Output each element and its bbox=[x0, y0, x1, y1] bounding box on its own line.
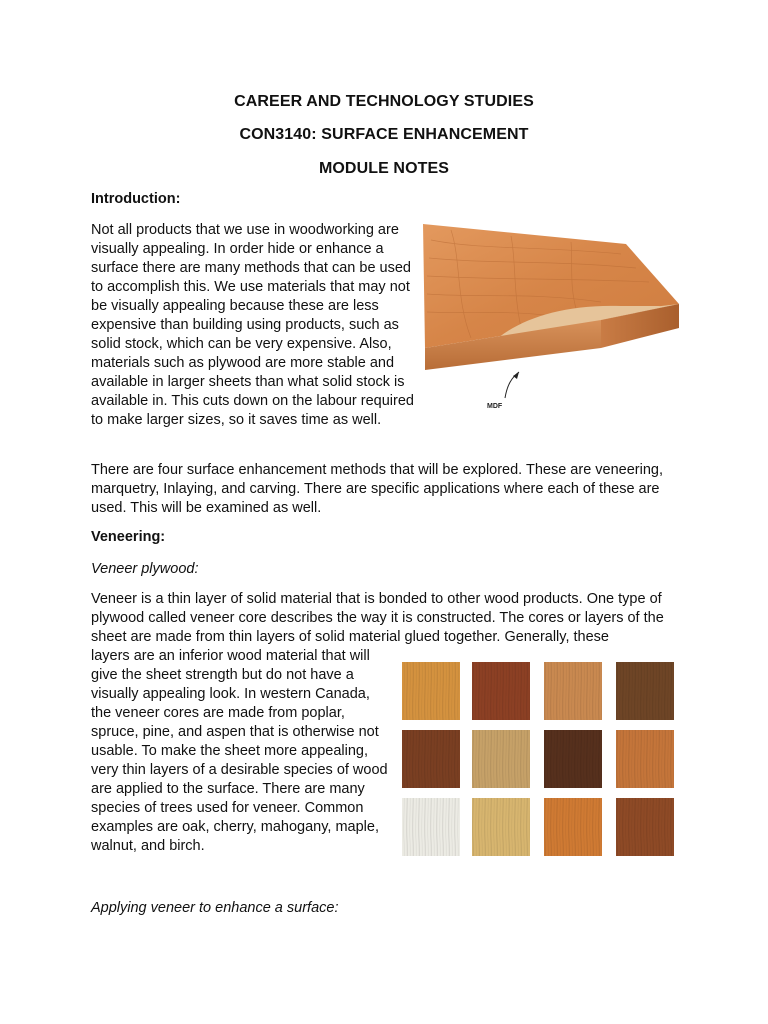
swatch bbox=[616, 798, 674, 856]
swatch-row-1 bbox=[402, 662, 674, 720]
swatch bbox=[616, 662, 674, 720]
swatch bbox=[472, 730, 530, 788]
swatch bbox=[544, 798, 602, 856]
swatch bbox=[616, 730, 674, 788]
title-course-code: CON3140: SURFACE ENHANCEMENT bbox=[239, 126, 529, 143]
applying-veneer-subheading: Applying veneer to enhance a surface: bbox=[91, 900, 339, 916]
swatch bbox=[472, 662, 530, 720]
veneer-plywood-subheading: Veneer plywood: bbox=[91, 561, 199, 577]
mdf-pointer-arrow bbox=[513, 372, 519, 379]
swatch bbox=[402, 730, 460, 788]
swatch bbox=[544, 730, 602, 788]
veneer-paragraph-full: Veneer is a thin layer of solid material that is bonded to other wood products. One type of plywood called veneer core describes the way it is constructed. The cores or layers of the sheet are made from thin layers of solid material glued together. Generally, these bbox=[91, 591, 664, 645]
title-module-notes: MODULE NOTES bbox=[318, 160, 450, 177]
swatch bbox=[402, 662, 460, 720]
methods-paragraph: There are four surface enhancement methods that will be explored. These are veneering, marquetry, Inlaying, and carving. There are specific applications where each of these are used. This will be examined as well. bbox=[91, 462, 664, 516]
mdf-label: MDF bbox=[487, 403, 503, 410]
veneering-heading: Veneering: bbox=[91, 529, 166, 545]
veneer-paragraph-wrapped: layers are an inferior wood material that will give the sheet strength but do not have a visually appealing look. In western Canada, the veneer cores are made from poplar, spruce, pine, and aspen that is otherwise not usable. To make the sheet more appealing, very thin layers of a desirable species of wood are applied to the surface. There are many species of trees used for veneer. Common examples are oak, cherry, mahogany, maple, walnut, and birch. bbox=[91, 648, 388, 854]
introduction-heading: Introduction: bbox=[91, 191, 181, 207]
swatch-row-2 bbox=[402, 730, 674, 788]
swatch bbox=[544, 662, 602, 720]
title-course-area: CAREER AND TECHNOLOGY STUDIES bbox=[234, 93, 534, 110]
veneered-board-figure bbox=[421, 220, 681, 420]
swatch bbox=[402, 798, 460, 856]
swatch bbox=[472, 798, 530, 856]
swatch-row-3 bbox=[402, 798, 674, 856]
introduction-paragraph: Not all products that we use in woodworking are visually appealing. In order hide or enhance a surface there are many methods that can be used to accomplish this. We use materials that may not be visually appealing because these are less expensive than building using products, such as solid stock, which can be very expensive. Also, materials such as plywood are more stable and available in larger sheets than what solid stock is available in. This cuts down on the labour required to make larger sizes, so it saves time as well. bbox=[91, 222, 414, 428]
veneer-swatch-grid bbox=[400, 660, 680, 860]
